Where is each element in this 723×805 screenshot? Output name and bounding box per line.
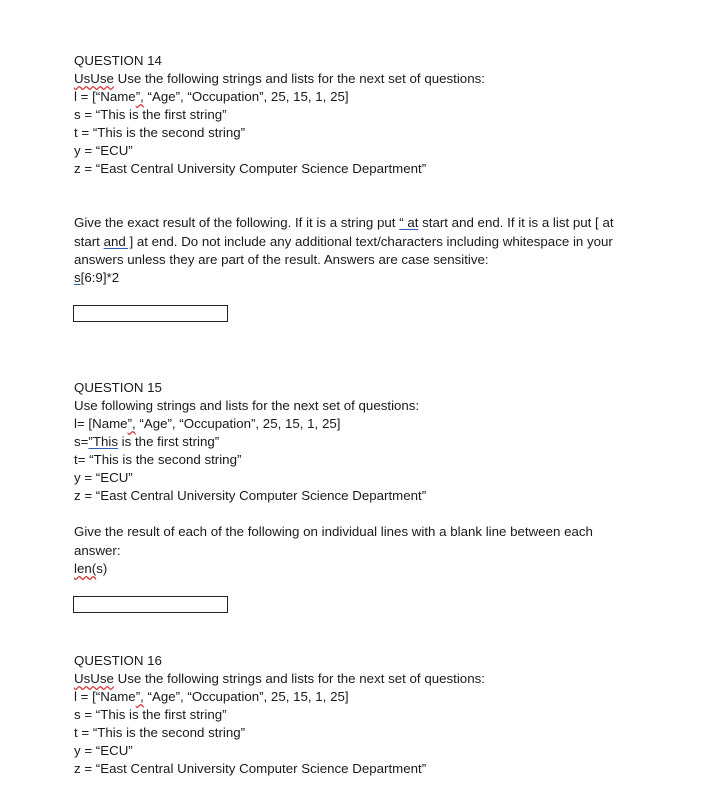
q14-expr-a: s[	[74, 270, 85, 285]
q15-list-a: l= [Name	[74, 416, 128, 431]
q16-list-a: l = [“Name	[74, 689, 136, 704]
q16-s-line: s = “This is the first string”	[74, 707, 227, 722]
q15-s-b: ”This	[88, 434, 118, 449]
q15-t-line: t= “This is the second string”	[74, 452, 242, 467]
q15-expression	[74, 560, 107, 578]
q14-heading: QUESTION 14	[74, 53, 162, 68]
q16-intro-typo: UsUse	[74, 671, 114, 686]
q15-expr-a: len(	[74, 561, 97, 576]
q15-y-line: y = “ECU”	[74, 470, 133, 485]
q16-list-line	[74, 688, 349, 706]
q14-expression	[74, 269, 119, 287]
q14-intro-text: Use the following strings and lists for the next set of questions:	[113, 71, 485, 86]
q16-y-line: y = “ECU”	[74, 743, 133, 758]
q14-s-line: s = “This is the first string”	[74, 107, 227, 122]
q15-list-b: ”,	[127, 416, 136, 431]
q14-list-a: l = [“Name	[74, 89, 136, 104]
q14-instr-5: at end. Do not include any additional text/characters including whitespace in your answers unless they are part of the result. Answers are case sensitive:	[74, 233, 613, 267]
q14-intro	[74, 70, 485, 88]
q16-list-b: ”,	[135, 689, 144, 704]
q14-z-line: z = “East Central University Computer Science Department”	[74, 161, 427, 176]
q14-list-c: “Age”, “Occupation”, 25, 15, 1, 25]	[143, 89, 349, 104]
q16-intro-text: Use the following strings and lists for the next set of questions:	[113, 671, 485, 686]
q14-list-line	[74, 88, 349, 106]
q14-intro-typo: UsUse	[74, 71, 114, 86]
q14-instr-2: “ at	[399, 215, 419, 230]
q14-t-line: t = “This is the second string”	[74, 125, 246, 140]
q15-answer-input[interactable]	[73, 596, 228, 613]
q14-list-b: ”,	[135, 89, 144, 104]
q16-list-c: “Age”, “Occupation”, 25, 15, 1, 25]	[143, 689, 349, 704]
q16-z-line: z = “East Central University Computer Science Department”	[74, 761, 427, 776]
q15-heading: QUESTION 15	[74, 380, 162, 395]
q15-instructions: Give the result of each of the following on individual lines with a blank line between each answer:	[74, 524, 593, 558]
q15-s-c: is the first string”	[117, 434, 220, 449]
q14-answer-input[interactable]	[73, 305, 228, 322]
q15-list-c: “Age”, “Occupation”, 25, 15, 1, 25]	[135, 416, 341, 431]
q14-instr-1: Give the exact result of the following. If it is a string put	[74, 215, 400, 230]
q14-expr-b: 6:9]*2	[84, 270, 120, 285]
q15-intro: Use following strings and lists for the next set of questions:	[74, 398, 420, 413]
q14-y-line: y = “ECU”	[74, 143, 133, 158]
q14-instr-4: and ]	[103, 233, 134, 249]
q16-t-line: t = “This is the second string”	[74, 725, 246, 740]
q15-z-line: z = “East Central University Computer Science Department”	[74, 488, 427, 503]
q15-s-a: s=	[74, 434, 89, 449]
q14-instructions	[74, 214, 642, 270]
q14-instr-3: start and end. If it is a list put [ at start	[74, 215, 614, 249]
q16-heading: QUESTION 16	[74, 653, 162, 668]
q15-s-line	[74, 433, 219, 451]
q16-intro	[74, 670, 485, 688]
q15-expr-b: s)	[96, 561, 108, 576]
q15-list-line	[74, 415, 340, 433]
